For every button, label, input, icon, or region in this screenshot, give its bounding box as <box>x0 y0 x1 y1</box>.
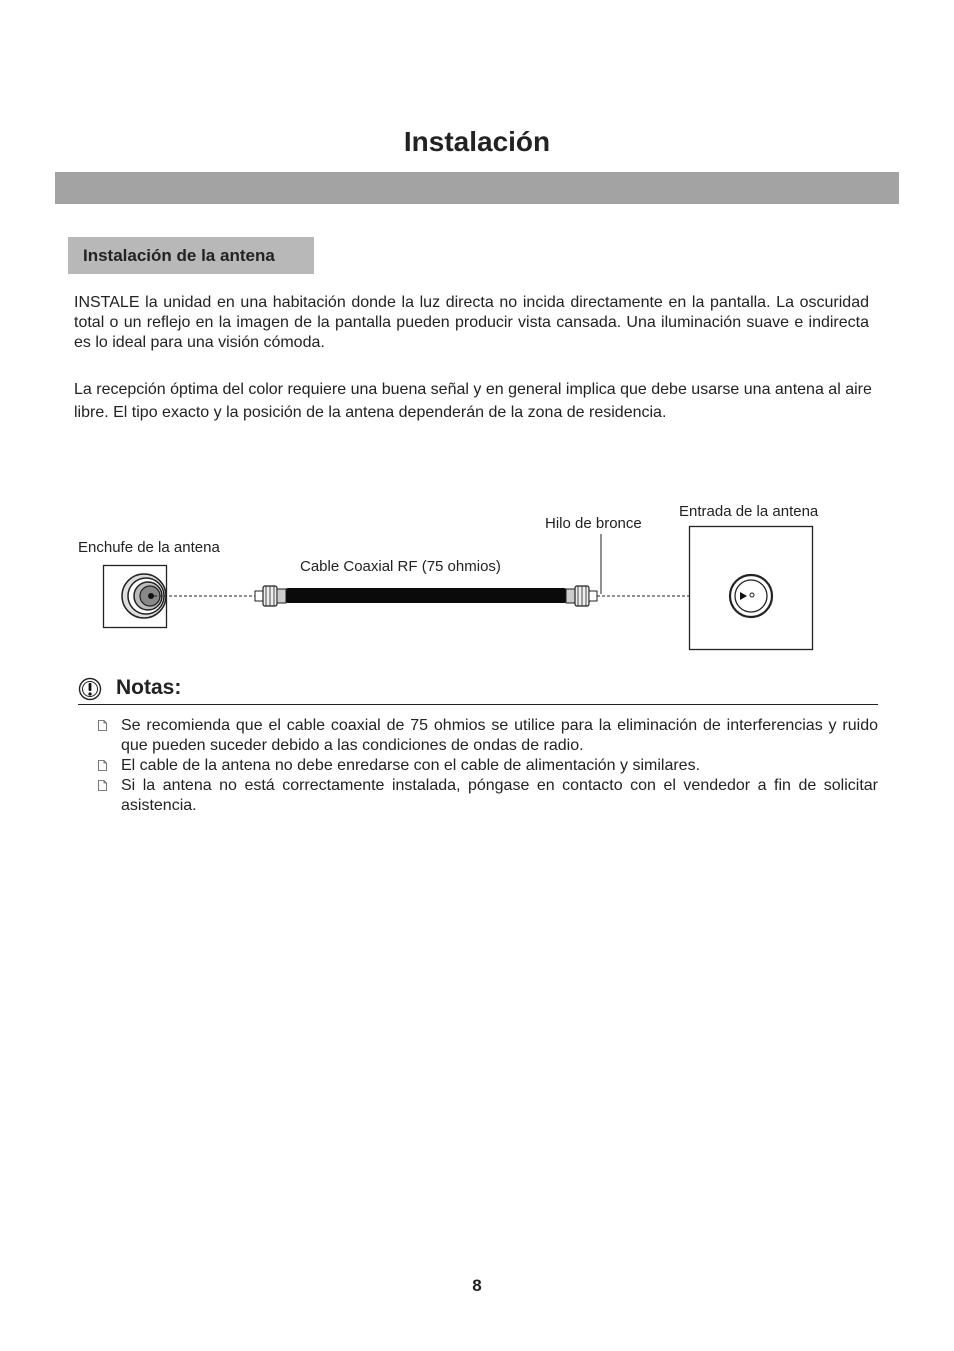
cable-left-connector <box>255 586 286 606</box>
coaxial-cable-label: Cable Coaxial RF (75 ohmios) <box>300 558 501 575</box>
page-icon <box>98 720 107 731</box>
note-text: Se recomienda que el cable coaxial de 75 ohmios se utilice para la eliminación de interferencias y ruido que pueden suceder debido a las condiciones de ondas de radio. <box>121 717 878 754</box>
exclamation-icon <box>78 677 102 701</box>
coaxial-cable <box>286 588 566 603</box>
note-text: Si la antena no está correctamente instalada, póngase en contacto con el vendedor a fin de solicitar asistencia. <box>121 777 878 814</box>
antenna-plug-label: Enchufe de la antena <box>78 539 220 556</box>
note-item <box>96 776 878 816</box>
page-icon <box>98 760 107 771</box>
page-icon <box>98 780 107 791</box>
antenna-input-label: Entrada de la antena <box>679 503 819 520</box>
note-text: El cable de la antena no debe enredarse con el cable de alimentación y similares. <box>121 757 701 774</box>
reception-paragraph: La recepción óptima del color requiere una buena señal y en general implica que debe usarse una antena al aire libre. El tipo exacto y la posición de la antena dependerán de la zona de residencia. <box>74 381 872 421</box>
brass-wire-label: Hilo de bronce <box>545 515 642 532</box>
section-tab: Instalación de la antena <box>68 237 314 274</box>
page-title: Instalación <box>403 126 551 157</box>
notes-title: Notas: <box>116 676 182 699</box>
cable-right-connector <box>566 586 597 606</box>
page-number: 8 <box>472 1276 482 1295</box>
intro-paragraph: INSTALE la unidad en una habitación donde la luz directa no incida directamente en la pantalla. La oscuridad total o un reflejo en la imagen de la pantalla pueden producir vista cansada. Una iluminación suave e indirecta es lo ideal para una visión cómoda. <box>74 294 869 351</box>
notes-header <box>78 676 878 705</box>
note-item <box>96 756 878 776</box>
antenna-input <box>690 527 813 650</box>
antenna-plug <box>104 566 167 628</box>
title-bar <box>55 172 899 204</box>
notes-list <box>96 716 878 816</box>
note-item <box>96 716 878 756</box>
